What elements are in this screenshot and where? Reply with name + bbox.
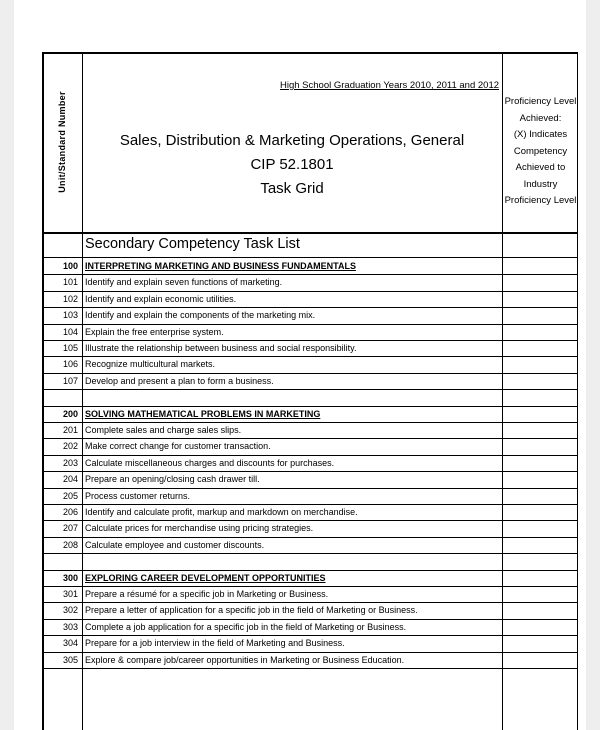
- competency-heading: INTERPRETING MARKETING AND BUSINESS FUNDAMENTALS: [85, 261, 357, 271]
- task-number: 302: [62, 605, 78, 616]
- task-number: 102: [62, 293, 78, 304]
- task-description: Make correct change for customer transaction.: [85, 441, 271, 452]
- task-number: 203: [62, 457, 78, 468]
- task-number: 100: [62, 261, 78, 271]
- proficiency-line: Achieved to Industry: [515, 162, 566, 190]
- task-description: Calculate miscellaneous charges and discounts for purchases.: [85, 457, 335, 468]
- row-divider: [42, 668, 578, 669]
- task-number: 105: [62, 343, 78, 353]
- task-description: Identify and calculate profit, markup and markdown on merchandise.: [85, 507, 358, 517]
- task-number: 200: [62, 408, 78, 419]
- task-number: 104: [62, 326, 78, 337]
- competency-heading: EXPLORING CAREER DEVELOPMENT OPPORTUNITIES: [85, 572, 326, 583]
- task-description: Calculate employee and customer discounts.: [85, 539, 265, 550]
- header-divider: [42, 232, 578, 234]
- cip-code: CIP 52.1801: [250, 156, 334, 173]
- task-number: 201: [62, 425, 78, 435]
- task-number: 300: [62, 572, 78, 583]
- task-number: 207: [62, 523, 78, 534]
- task-description: Calculate prices for merchandise using pricing strategies.: [85, 523, 314, 534]
- task-description: Prepare for a job interview in the field of Marketing and Business.: [85, 638, 345, 649]
- task-description: Develop and present a plan to form a business.: [85, 375, 274, 386]
- task-number: 303: [62, 621, 78, 632]
- task-number: 107: [62, 375, 78, 386]
- document-page: [14, 0, 586, 730]
- document-title: [82, 129, 502, 201]
- task-description: Prepare an opening/closing cash drawer till.: [85, 474, 260, 485]
- task-grid: [42, 52, 578, 730]
- task-description: Prepare a letter of application for a specific job in the field of Marketing or Business.: [85, 605, 418, 616]
- task-number: 101: [62, 277, 78, 288]
- task-description: Explore & compare job/career opportunities in Marketing or Business Education.: [85, 654, 405, 665]
- task-grid-label: Task Grid: [260, 180, 324, 197]
- proficiency-line: Proficiency Level: [504, 195, 577, 206]
- graduation-years: High School Graduation Years 2010, 2011 and 2012: [280, 80, 500, 91]
- task-description: Illustrate the relationship between business and social responsibility.: [85, 343, 357, 353]
- task-description: Identify and explain seven functions of marketing.: [85, 277, 283, 288]
- task-description: Recognize multicultural markets.: [85, 359, 216, 370]
- task-number: 208: [62, 539, 78, 550]
- task-number: 106: [62, 359, 78, 370]
- task-number: 305: [62, 654, 78, 665]
- proficiency-line: Achieved:: [519, 112, 562, 124]
- task-description: Identify and explain the components of the marketing mix.: [85, 310, 316, 321]
- task-description: Complete a job application for a specific job in the field of Marketing or Business.: [85, 621, 407, 632]
- proficiency-line: (X) Indicates: [513, 129, 568, 140]
- row-divider: [42, 553, 578, 554]
- competency-heading: SOLVING MATHEMATICAL PROBLEMS IN MARKETING: [85, 408, 321, 419]
- proficiency-line: Competency: [513, 145, 568, 157]
- task-description: Process customer returns.: [85, 490, 191, 501]
- task-number: 205: [62, 490, 78, 501]
- task-number: 301: [62, 589, 78, 599]
- task-description: Complete sales and charge sales slips.: [85, 425, 242, 435]
- row-divider: [42, 389, 578, 390]
- proficiency-line: Proficiency Level: [504, 96, 577, 107]
- task-description: Explain the free enterprise system.: [85, 326, 224, 337]
- task-number: 103: [62, 310, 78, 321]
- unit-standard-number-label: Unit/Standard Number: [57, 91, 67, 193]
- task-description: Prepare a résumé for a specific job in Marketing or Business.: [85, 589, 329, 599]
- task-number: 202: [62, 441, 78, 452]
- grid-border-top: [42, 52, 578, 54]
- document-title-line: Sales, Distribution & Marketing Operations, General: [119, 132, 465, 149]
- task-number: 204: [62, 474, 78, 485]
- task-number: 206: [62, 507, 78, 517]
- task-description: Identify and explain economic utilities.: [85, 293, 237, 304]
- proficiency-level-header: [503, 94, 578, 210]
- section-title: Secondary Competency Task List: [85, 236, 300, 252]
- task-number: 304: [62, 638, 78, 649]
